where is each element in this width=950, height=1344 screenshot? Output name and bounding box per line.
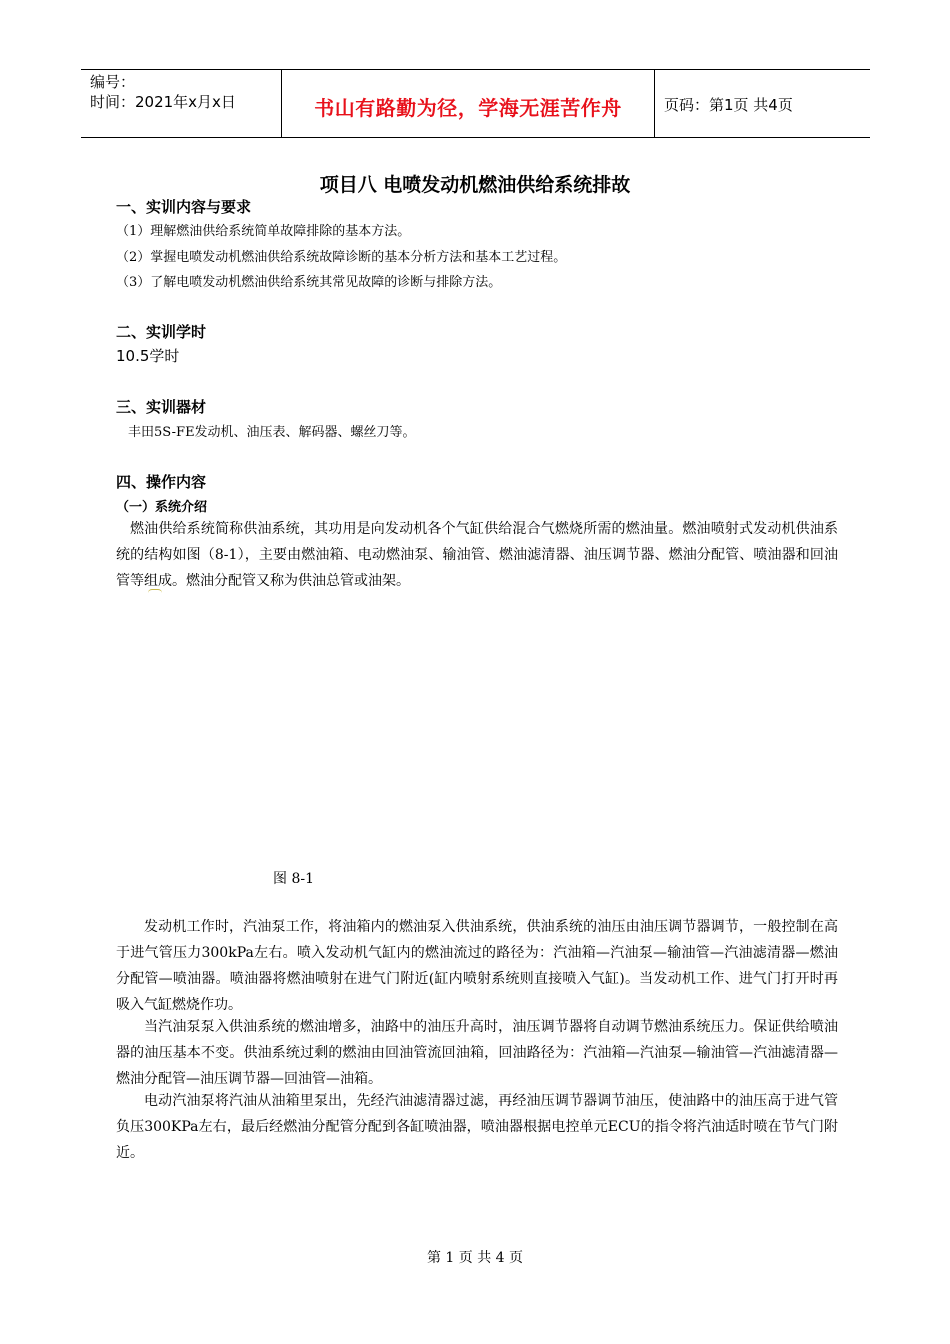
intro-paragraph	[116, 516, 838, 594]
header-motto-cell	[282, 70, 655, 137]
body-paragraph-2	[116, 1014, 838, 1092]
motto-text: 书山有路勤为径，学海无涯苦作舟	[314, 96, 622, 120]
section1-item-1: （1）理解燃油供给系统简单故障排除的基本方法。	[116, 224, 411, 239]
figure-placeholder-mark	[148, 589, 162, 593]
section3-content: 丰田5S-FE发动机、油压表、解码器、螺丝刀等。	[128, 425, 416, 440]
header-page-cell	[655, 70, 870, 137]
section1-item-3: （3）了解电喷发动机燃油供给系统其常见故障的诊断与排除方法。	[116, 275, 502, 290]
intro-text: 燃油供给系统简称供油系统，其功用是向发动机各个气缸供给混合气燃烧所需的燃油量。燃油喷射式发动机供油系统的结构如图（8-1），主要由燃油箱、电动燃油泵、输油管、燃油滤清器、油压调节器、燃油分配管、喷油器和回油管等组成。燃油分配管又称为供油总管或油架。	[116, 521, 838, 589]
section1-heading: 一、实训内容与要求	[116, 198, 252, 216]
document-title: 项目八 电喷发动机燃油供给系统排故	[319, 174, 631, 196]
figure-caption: 图 8-1	[273, 871, 314, 887]
body-paragraph-3	[116, 1088, 838, 1166]
body-text-3: 电动汽油泵将汽油从油箱里泵出，先经汽油滤清器过滤，再经油压调节器调节油压，使油路中的油压高于进气管负压300KPa左右，最后经燃油分配管分配到各缸喷油器，喷油器根据电控单元ECU的指令将汽油适时喷在节气门附近。	[116, 1093, 838, 1161]
page-info: 页码：第1页 共4页	[664, 96, 793, 114]
header-table	[81, 69, 870, 138]
section4-subheading: （一）系统介绍	[116, 500, 208, 515]
section2-content: 10.5学时	[116, 347, 180, 365]
page-footer: 第 1 页 共 4 页	[426, 1250, 524, 1266]
section2-heading: 二、实训学时	[116, 323, 207, 341]
document-date: 时间：2021年x月x日	[90, 93, 236, 111]
body-paragraph-1	[116, 914, 838, 1018]
document-number-label: 编号：	[90, 73, 136, 91]
section4-heading: 四、操作内容	[116, 473, 207, 491]
body-text-2: 当汽油泵泵入供油系统的燃油增多，油路中的油压升高时，油压调节器将自动调节燃油系统压力。保证供给喷油器的油压基本不变。供油系统过剩的燃油由回油管流回油箱，回油路径为：汽油箱—汽油泵—输油管—汽油滤清器—燃油分配管—油压调节器—回油管—油箱。	[116, 1019, 838, 1087]
section1-item-2: （2）掌握电喷发动机燃油供给系统故障诊断的基本分析方法和基本工艺过程。	[116, 250, 567, 265]
body-text-1: 发动机工作时，汽油泵工作，将油箱内的燃油泵入供油系统，供油系统的油压由油压调节器调节，一般控制在高于进气管压力300kPa左右。喷入发动机气缸内的燃油流过的路径为：汽油箱—汽油泵—输油管—汽油滤清器—燃油分配管—喷油器。喷油器将燃油喷射在进气门附近(缸内喷射系统则直接喷入气缸)。当发动机工作、进气门打开时再吸入气缸燃烧作功。	[116, 919, 838, 1013]
section3-heading: 三、实训器材	[116, 398, 207, 416]
header-info-cell	[81, 70, 282, 137]
